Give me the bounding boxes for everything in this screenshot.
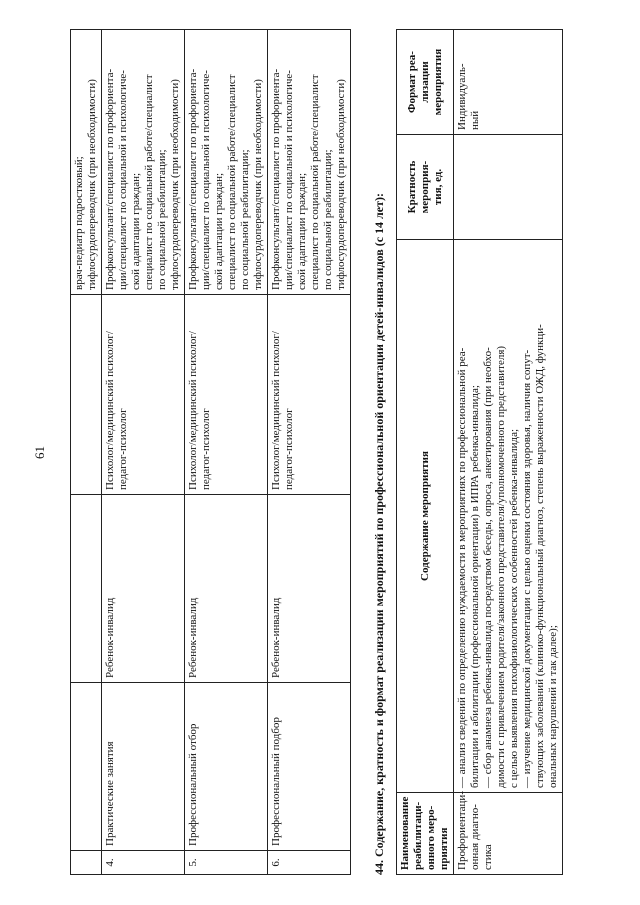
cell-line: ный <box>469 110 481 130</box>
content-line: билитации и абилитации (профессиональной ориентации) в ИПРА ребенка-инвалида; <box>469 385 481 788</box>
orientation-table-header <box>397 30 454 875</box>
events-table <box>70 29 351 875</box>
row-additional-specialists <box>268 30 351 295</box>
row-target: Ребенок-инвалид <box>102 495 185 683</box>
cell-line: ции/специалист по социальной и психологиче- <box>283 70 295 290</box>
cell-line: Профконсультант/специалист по профориента- <box>187 68 199 290</box>
row-target: Ребенок-инвалид <box>185 495 268 683</box>
cell-line: по социальной реабилитации; <box>322 149 334 290</box>
orientation-table <box>396 29 563 875</box>
cell-line: Профориентаци- <box>456 791 468 870</box>
row-event: Практические занятия <box>102 683 185 851</box>
cell-line: стика <box>482 844 494 870</box>
cell-line: ской адаптации граждан; <box>213 172 225 290</box>
page-number: 61 <box>32 446 47 459</box>
header-frequency <box>397 135 454 240</box>
header-line: реабилитаци- <box>412 801 424 870</box>
cell-line: тифлосурдопереводчик (при необходимости) <box>252 79 264 290</box>
header-line: Кратность <box>405 160 418 214</box>
cell-line: онная диагно- <box>469 804 481 870</box>
cell-line: Индивидуаль- <box>456 63 468 130</box>
cell-line: специалист по социальной работе/специалист <box>309 74 321 290</box>
rotated-sheet <box>30 30 610 875</box>
content-line: с целью выявления психофизиологических особенностей ребенка-инвалида; <box>508 428 520 788</box>
row-event: Профессиональный подбор <box>268 683 351 851</box>
row-format <box>454 30 563 135</box>
cell-line: тифлосурдопереводчик (при необходимости) <box>169 79 181 290</box>
row-number: 6. <box>268 851 351 875</box>
header-line: Формат реа- <box>405 51 418 113</box>
cell-line: Профконсультант/специалист по профориента- <box>270 68 282 290</box>
cell-line: ской адаптации граждан; <box>130 172 142 290</box>
row-specialists <box>71 295 102 495</box>
row-name <box>454 793 563 875</box>
content-line: — сбор анамнеза ребенка-инвалида посредством беседы, опроса, анкетирования (при необхо- <box>482 347 494 788</box>
content-line: — изучение медицинской документации с целью оценки состояния здоровья, наличия сопут- <box>521 349 533 788</box>
table-row <box>268 30 351 875</box>
cell-line: по социальной реабилитации; <box>239 149 251 290</box>
cell-line: специалист по социальной работе/специалист <box>143 74 155 290</box>
row-event <box>71 683 102 851</box>
row-specialists: Психолог/медицинский психолог/педагог-психолог <box>102 295 185 495</box>
cell-line: врач-педиатр подростковый; <box>73 156 85 290</box>
row-specialists: Психолог/медицинский психолог/педагог-психолог <box>185 295 268 495</box>
header-name <box>397 793 454 875</box>
header-format <box>397 30 454 135</box>
content-line: — анализ сведений по определению нуждаемости в мероприятиях по профессиональной реа- <box>456 347 468 788</box>
header-line: онного меро- <box>425 805 437 870</box>
cell-line: ции/специалист по социальной и психологиче- <box>117 70 129 290</box>
row-frequency <box>454 135 563 240</box>
header-line: мероприя- <box>418 160 431 214</box>
header-line: тия, ед. <box>431 168 444 206</box>
row-additional-specialists <box>71 30 102 295</box>
cell-line: тифлосурдопереводчик (при необходимости) <box>86 79 98 290</box>
cell-line: ции/специалист по социальной и психологиче- <box>200 70 212 290</box>
row-event: Профессиональный отбор <box>185 683 268 851</box>
events-table-body <box>71 30 351 875</box>
row-specialists: Психолог/медицинский психолог/педагог-психолог <box>268 295 351 495</box>
content-line: ональных нарушений и так далее); <box>547 625 559 788</box>
table-row <box>102 30 185 875</box>
row-number <box>71 851 102 875</box>
row-target: Ребенок-инвалид <box>268 495 351 683</box>
cell-line: тифлосурдопереводчик (при необходимости) <box>335 79 347 290</box>
header-line: лизации <box>418 61 431 103</box>
table-row <box>71 30 102 875</box>
cell-line: ской адаптации граждан; <box>296 172 308 290</box>
header-line: приятия <box>438 827 450 870</box>
section-title: 44. Содержание, кратность и формат реализации мероприятий по профессиональной ориентации детей-инвалидов (с 14 лет): <box>372 193 386 875</box>
header-line: мероприятия <box>431 48 444 116</box>
cell-line: специалист по социальной работе/специалист <box>226 74 238 290</box>
content-line: димости с привлечением родителя/законного представителя/уполномоченного представителя) <box>495 345 507 788</box>
table-row <box>185 30 268 875</box>
table-row <box>454 30 563 875</box>
row-target <box>71 495 102 683</box>
header-content: Содержание мероприятия <box>397 240 454 793</box>
cell-line: Профконсультант/специалист по профориента- <box>104 68 116 290</box>
row-number: 4. <box>102 851 185 875</box>
row-content <box>454 240 563 793</box>
content-line: ствующих заболеваний (клинико-функциональный диагноз, степень выраженности ОЖД, функци- <box>534 324 546 788</box>
header-line: Наименование <box>399 796 411 870</box>
row-additional-specialists <box>102 30 185 295</box>
row-additional-specialists <box>185 30 268 295</box>
row-number: 5. <box>185 851 268 875</box>
cell-line: по социальной реабилитации; <box>156 149 168 290</box>
